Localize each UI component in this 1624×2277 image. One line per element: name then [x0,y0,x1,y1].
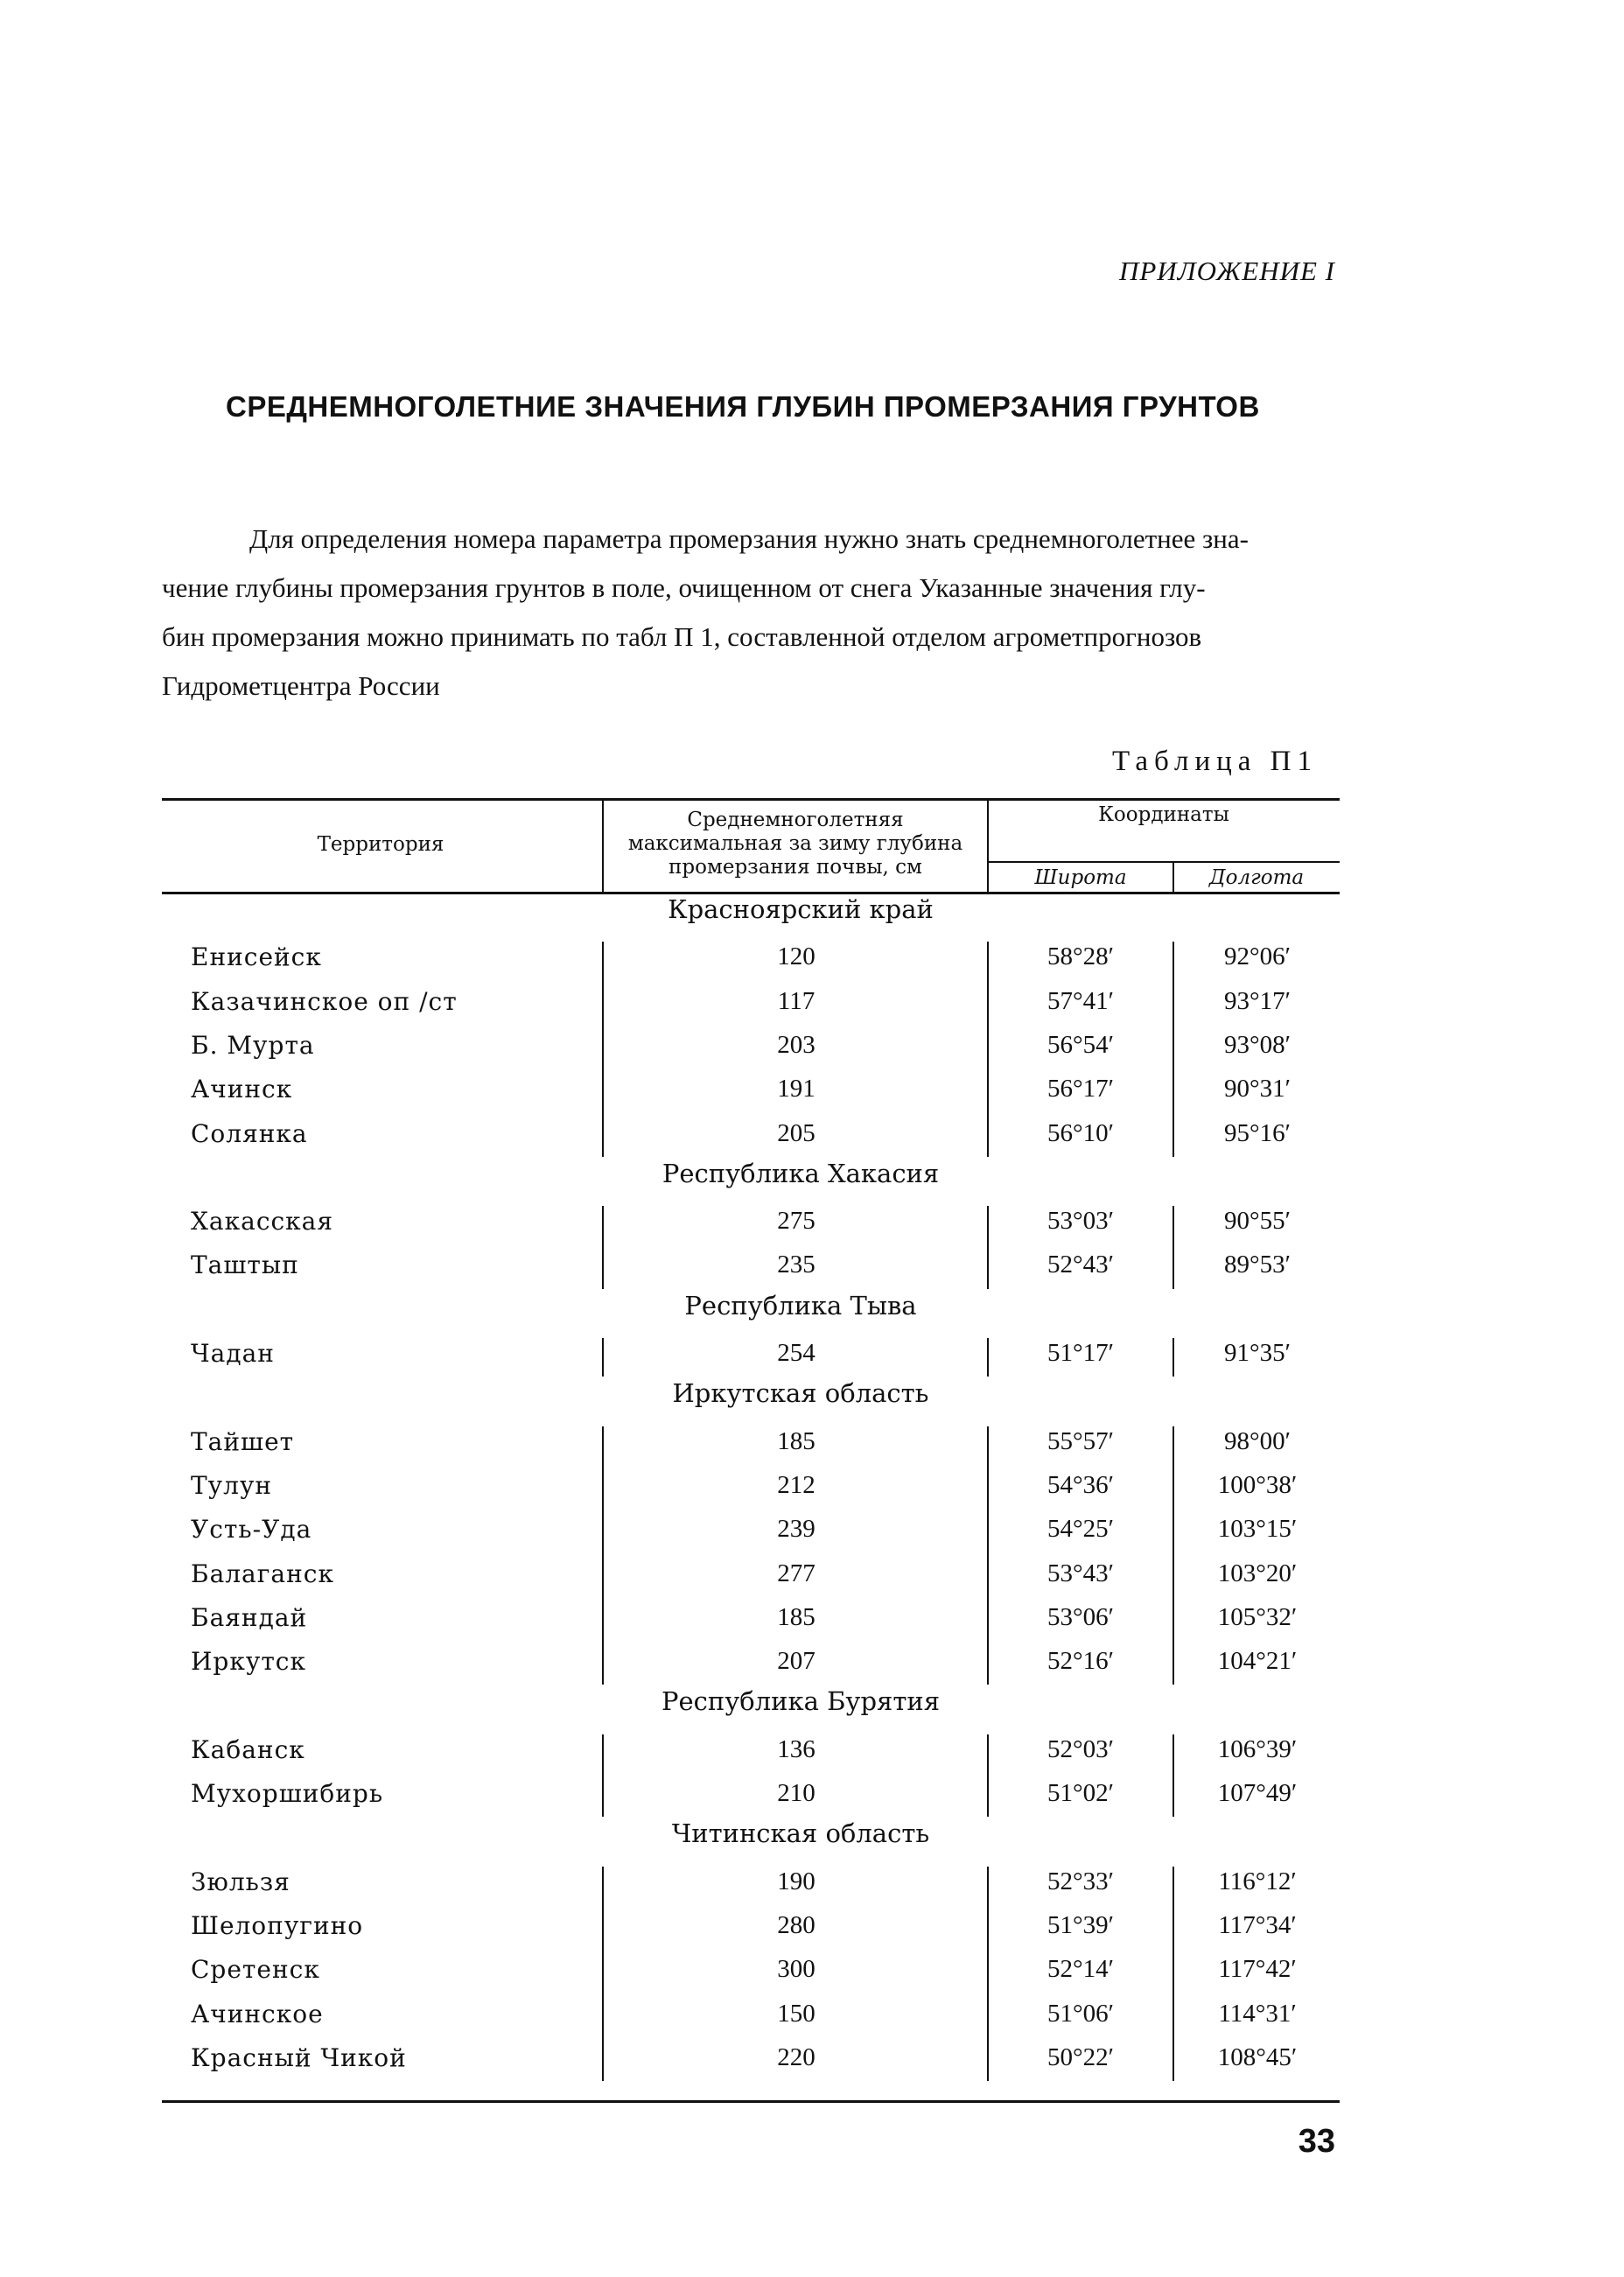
longitude-value: 103°15′ [1217,1515,1298,1544]
depth-value: 212 [777,1470,816,1499]
column-divider [987,1426,989,1685]
header-territory: Территория [317,833,444,856]
depth-value: 210 [777,1779,816,1807]
station-name: Мухоршибирь [191,1779,384,1808]
station-name: Таштып [191,1251,299,1280]
station-name: Чадан [191,1339,275,1368]
page-number: 33 [1298,2123,1335,2160]
depth-value: 203 [777,1030,816,1059]
intro-line: Гидрометцентра России [162,670,440,701]
station-name: Балаганск [191,1559,334,1588]
station-name: Хакасская [191,1207,334,1237]
depth-value: 150 [777,1999,816,2028]
longitude-value: 108°45′ [1217,2042,1298,2071]
latitude-value: 56°10′ [1047,1118,1114,1147]
latitude-value: 52°43′ [1047,1251,1114,1279]
longitude-value: 104°21′ [1217,1647,1298,1676]
region-heading: Красноярский край [668,894,934,924]
latitude-value: 54°36′ [1047,1470,1114,1499]
region-heading: Республика Хакасия [662,1158,940,1188]
longitude-value: 114°31′ [1218,1999,1297,2028]
latitude-value: 50°22′ [1047,2042,1114,2071]
station-name: Кабанск [191,1734,305,1764]
column-divider [987,1734,989,1818]
latitude-value: 54°25′ [1047,1515,1114,1544]
latitude-value: 52°14′ [1047,1955,1114,1984]
latitude-value: 52°16′ [1047,1647,1114,1676]
latitude-value: 51°17′ [1047,1339,1114,1367]
depth-value: 207 [777,1647,816,1676]
header-depth-line: Среднемноголетняя [687,809,904,831]
column-divider [1172,1867,1174,2082]
header-depth-line: максимальная за зиму глубина [627,832,963,855]
longitude-value: 100°38′ [1217,1470,1298,1499]
depth-value: 239 [777,1515,816,1544]
longitude-value: 98°00′ [1224,1426,1291,1455]
longitude-value: 103°20′ [1217,1559,1298,1587]
column-divider [602,1338,604,1377]
column-divider [987,942,989,1157]
longitude-value: 116°12′ [1218,1867,1297,1895]
page-title: СРЕДНЕМНОГОЛЕТНИЕ ЗНАЧЕНИЯ ГЛУБИН ПРОМЕРЗАНИЯ ГРУНТОВ [226,390,1260,423]
longitude-value: 106°39′ [1217,1734,1298,1763]
column-divider [987,1338,989,1377]
depth-value: 185 [777,1426,816,1455]
latitude-value: 56°17′ [1047,1075,1114,1103]
latitude-value: 53°03′ [1047,1207,1114,1236]
depth-value: 300 [777,1955,816,1984]
longitude-value: 92°06′ [1224,942,1291,971]
column-divider [987,1206,989,1289]
table-caption: Таблица П1 [1112,746,1318,777]
column-divider [602,1206,604,1289]
latitude-value: 55°57′ [1047,1426,1114,1455]
depth-value: 136 [777,1734,816,1763]
table-bottom-rule [162,2100,1340,2103]
station-name: Тайшет [191,1426,295,1456]
depth-value: 117 [777,986,816,1015]
appendix-label: ПРИЛОЖЕНИЕ I [1118,256,1335,286]
station-name: Б. Мурта [191,1030,315,1060]
longitude-value: 105°32′ [1217,1602,1298,1631]
latitude-value: 52°33′ [1047,1867,1114,1895]
station-name: Солянка [191,1118,308,1148]
region-heading: Республика Бурятия [661,1686,941,1717]
longitude-value: 90°31′ [1224,1075,1291,1103]
longitude-value: 93°17′ [1224,986,1291,1015]
station-name: Зюльзя [191,1867,290,1896]
column-divider [1172,1206,1174,1289]
header-depth-line: промерзания почвы, см [668,856,922,879]
station-name: Баяндай [191,1602,308,1632]
longitude-value: 90°55′ [1224,1207,1291,1236]
column-divider [987,1867,989,2082]
depth-value: 191 [777,1075,816,1103]
header-longitude-text: Долгота [1208,866,1305,889]
station-name: Сретенск [191,1955,320,1985]
latitude-value: 57°41′ [1047,986,1114,1015]
station-name: Усть-Уда [191,1515,312,1545]
depth-value: 120 [777,942,816,971]
depth-value: 275 [777,1207,816,1236]
longitude-value: 117°42′ [1218,1955,1297,1984]
station-name: Иркутск [191,1647,306,1677]
station-name: Казачинское оп /ст [191,986,458,1016]
station-name: Ачинское [191,1999,324,2028]
column-divider [602,1426,604,1685]
region-heading: Республика Тыва [684,1290,917,1321]
column-divider [602,942,604,1157]
region-heading: Читинская область [671,1818,930,1849]
column-divider [1172,1338,1174,1377]
depth-value: 235 [777,1251,816,1279]
longitude-value: 107°49′ [1217,1779,1298,1807]
column-divider [1172,1426,1174,1685]
depth-value: 205 [777,1118,816,1147]
longitude-value: 91°35′ [1224,1339,1291,1367]
latitude-value: 52°03′ [1047,1734,1114,1763]
depth-value: 254 [777,1339,816,1367]
latitude-value: 51°06′ [1047,1999,1114,2028]
latitude-value: 53°06′ [1047,1602,1114,1631]
latitude-value: 51°39′ [1047,1910,1114,1939]
column-divider [1172,942,1174,1157]
depth-value: 190 [777,1867,816,1895]
latitude-value: 58°28′ [1047,942,1114,971]
region-heading: Иркутская область [672,1378,929,1409]
latitude-value: 56°54′ [1047,1030,1114,1059]
longitude-value: 95°16′ [1224,1118,1291,1147]
depth-value: 280 [777,1910,816,1939]
station-name: Енисейск [191,942,322,972]
intro-line: чение глубины промерзания грунтов в поле, очищенном от снега Указанные значения глу- [162,572,1206,603]
depth-value: 277 [777,1559,816,1587]
longitude-value: 89°53′ [1224,1251,1291,1279]
depth-value: 220 [777,2042,816,2071]
column-divider [602,1734,604,1818]
station-name: Ачинск [191,1075,293,1104]
intro-line: Для определения номера параметра промерзания нужно знать среднемноголетнее зна- [249,523,1249,554]
longitude-value: 117°34′ [1218,1910,1297,1939]
latitude-value: 51°02′ [1047,1779,1114,1807]
column-divider [602,1867,604,2082]
header-latitude-text: Широта [1034,866,1127,889]
station-name: Шелопугино [191,1910,364,1940]
station-name: Тулун [191,1470,273,1500]
station-name: Красный Чикой [191,2042,407,2072]
depth-value: 185 [777,1602,816,1631]
latitude-value: 53°43′ [1047,1559,1114,1587]
longitude-value: 93°08′ [1224,1030,1291,1059]
header-coordinates: Координаты [1098,803,1229,826]
intro-line: бин промерзания можно принимать по табл П 1, составленной отделом агрометпрогнозов [162,621,1202,652]
column-divider [1172,1734,1174,1818]
